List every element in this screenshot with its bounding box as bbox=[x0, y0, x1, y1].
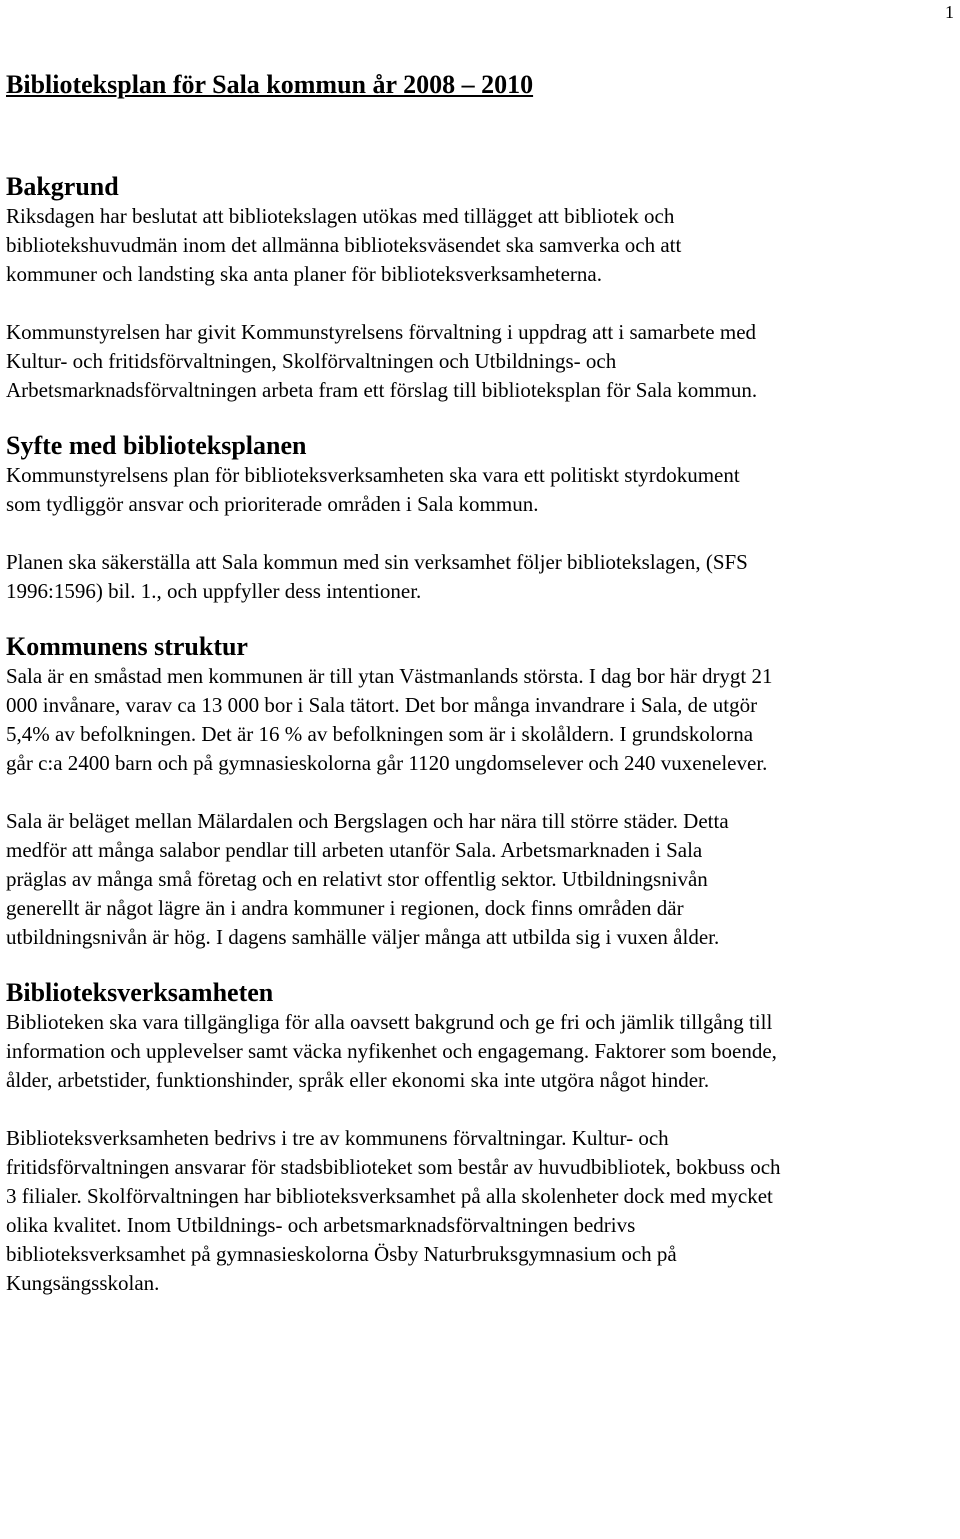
document-title: Biblioteksplan för Sala kommun år 2008 – 2010 bbox=[6, 70, 534, 99]
heading-syfte: Syfte med biblioteksplanen bbox=[6, 431, 307, 460]
struktur-paragraph-1: Sala är en småstad men kommunen är till ytan Västmanlands största. I dag bor här drygt 21 000 invånare, varav ca 13 000 bor i Sala tätort. Det bor många invandrare i Sala, de utgör 5,4% av befolkningen. Det är 16 % av befolkningen som är i skolåldern. I grundskolorna går c:a 2400 barn och på gymnasieskolorna går 1120 ungdomselever och 240 vuxenelever. bbox=[6, 664, 773, 775]
page-number: 1 bbox=[945, 2, 954, 22]
struktur-paragraph-2: Sala är beläget mellan Mälardalen och Bergslagen och har nära till större städer. Detta medför att många salabor pendlar till arbeten utanför Sala. Arbetsmarknaden i Sala präglas av många små företag och en relativt stor offentlig sektor. Utbildningsnivån generellt är något lägre än i andra kommuner i regionen, dock finns områden där utbildningsnivån är hög. I dagens samhälle väljer många att utbilda sig i vuxen ålder. bbox=[6, 809, 729, 949]
bakgrund-paragraph-1: Riksdagen har beslutat att bibliotekslagen utökas med tillägget att bibliotek och bibliotekshuvudmän inom det allmänna biblioteksväsendet ska samverka och att kommuner och landsting ska anta planer för biblioteksverksamheterna. bbox=[6, 204, 682, 286]
verksamhet-paragraph-1: Biblioteken ska vara tillgängliga för alla oavsett bakgrund och ge fri och jämlik tillgång till information och upplevelser samt väcka nyfikenhet och engagemang. Faktorer som boende, ålder, arbetstider, funktionshinder, språk eller ekonomi ska inte utgöra något hinder. bbox=[6, 1010, 777, 1092]
syfte-paragraph-2: Planen ska säkerställa att Sala kommun med sin verksamhet följer bibliotekslagen, (SFS 1996:1596) bil. 1., och uppfyller dess intentioner. bbox=[6, 550, 748, 603]
verksamhet-paragraph-2: Biblioteksverksamheten bedrivs i tre av kommunens förvaltningar. Kultur- och fritidsförvaltningen ansvarar för stadsbiblioteket som består av huvudbibliotek, bokbuss och 3 filialer. Skolförvaltningen har biblioteksverksamhet på alla skolenheter dock med mycket olika kvalitet. Inom Utbildnings- och arbetsmarknadsförvaltningen bedrivs biblioteksverksamhet på gymnasieskolorna Ösby Naturbruksgymnasium och på Kungsängsskolan. bbox=[6, 1126, 781, 1295]
heading-bakgrund: Bakgrund bbox=[6, 172, 119, 201]
syfte-paragraph-1: Kommunstyrelsens plan för biblioteksverksamheten ska vara ett politiskt styrdokument som tydliggör ansvar och prioriterade områden i Sala kommun. bbox=[6, 463, 740, 516]
document-body bbox=[6, 70, 950, 1298]
heading-struktur: Kommunens struktur bbox=[6, 632, 248, 661]
heading-verksamhet: Biblioteksverksamheten bbox=[6, 978, 274, 1007]
bakgrund-paragraph-2: Kommunstyrelsen har givit Kommunstyrelsens förvaltning i uppdrag att i samarbete med Kultur- och fritidsförvaltningen, Skolförvaltningen och Utbildnings- och Arbetsmarknadsförvaltningen arbeta fram ett förslag till biblioteksplan för Sala kommun. bbox=[6, 320, 758, 402]
